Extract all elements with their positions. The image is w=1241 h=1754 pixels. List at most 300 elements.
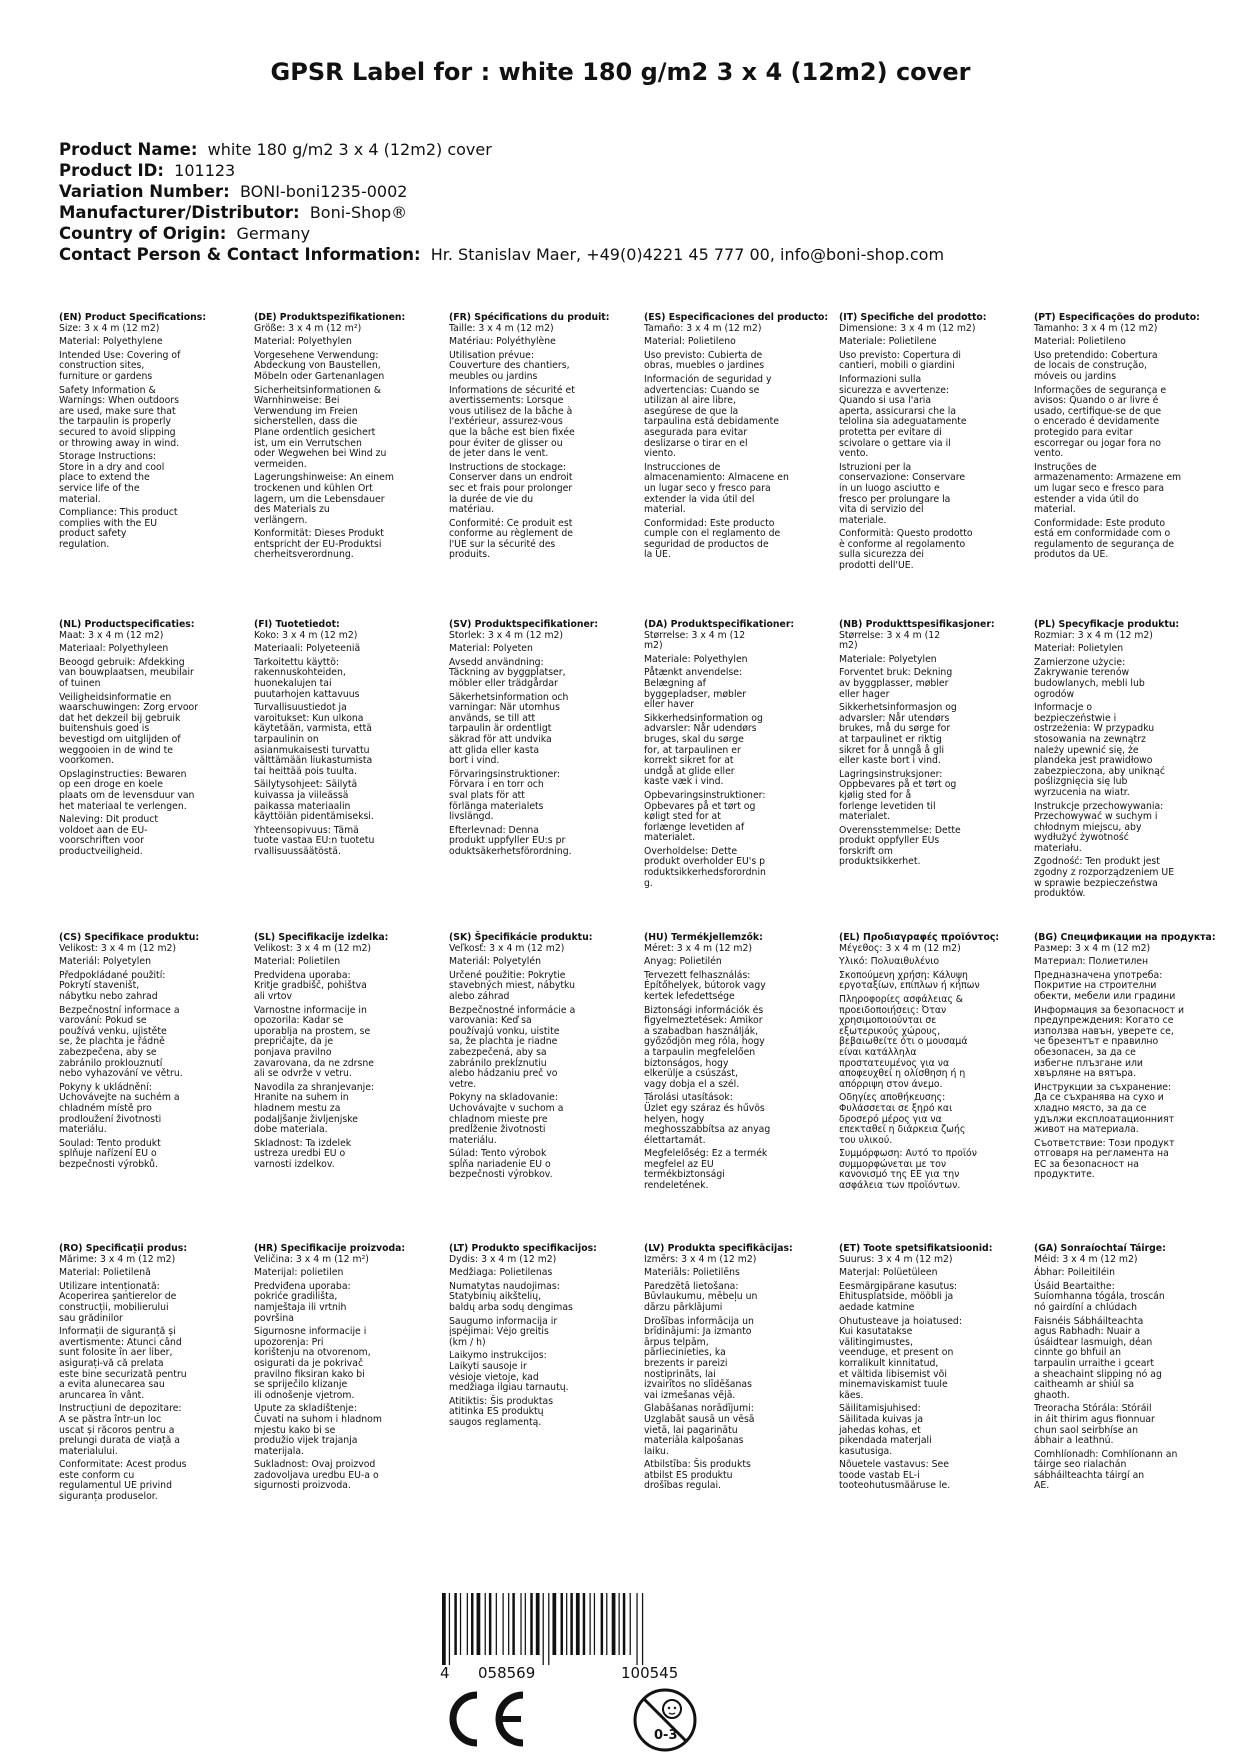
spec-line: entspricht der EU-Produktsi (254, 538, 382, 550)
spec-line: vermeiden. (254, 458, 307, 470)
spec-line: biztonságos, hogy (644, 1057, 729, 1069)
spec-line: Eesmärgipärane kasutus: (839, 1280, 958, 1292)
spec-line: Opbevares på et tørt og (644, 800, 756, 812)
spec-line: lagern, um die Lebensdauer (254, 493, 385, 505)
spec-line: należy upewnić się, że (1034, 744, 1139, 756)
spec-line: Izmērs: 3 x 4 m (12 m2) (644, 1253, 757, 1265)
info-key: Product Name: (59, 140, 198, 159)
spec-line: Förvaringsinstruktioner: (449, 768, 561, 780)
spec-line: construction sites, (59, 360, 145, 372)
spec-line: product safety (59, 528, 127, 540)
spec-line: είναι κατάλληλα (839, 1046, 917, 1058)
spec-line: productveiligheid. (59, 845, 143, 857)
spec-block (449, 620, 637, 857)
spec-line: zabezpečena, aby se (59, 1046, 157, 1058)
spec-line: prepričajte, da je (254, 1036, 334, 1048)
spec-line: materiálu. (59, 1124, 107, 1136)
spec-line: sulla sicurezza dei (839, 549, 924, 561)
spec-heading: (ET) Toote spetsifikatsioonid: (839, 1243, 993, 1254)
spec-line: køligt sted for at (644, 811, 721, 823)
spec-line: Suíomhanna tógála, troscán (1034, 1291, 1165, 1303)
spec-line: vento. (1034, 448, 1064, 460)
spec-line: απόρριψη στον άνεμο. (839, 1078, 943, 1090)
spec-line: Material: Polietilen (254, 956, 341, 968)
spec-heading: (ES) Especificaciones del producto: (644, 312, 829, 323)
info-row (59, 223, 944, 244)
spec-line: Kui kasutatakse (839, 1326, 913, 1338)
spec-line: kuivassa ja viileässä (254, 789, 349, 801)
spec-line: budowlanych, mebli lub (1034, 677, 1145, 689)
spec-heading: (NL) Productspecificaties: (59, 619, 195, 630)
spec-line: Uzglabāt sausā un vēsā (644, 1413, 755, 1425)
spec-line: de locais de construção, (1034, 360, 1147, 372)
spec-line: Konformität: Dieses Produkt (254, 528, 384, 540)
spec-line: dat het dekzeil bij gebruik (59, 712, 181, 724)
spec-heading: (CS) Specifikace produktu: (59, 932, 200, 943)
spec-line: trockenen und kühlen Ort (254, 482, 373, 494)
spec-line: Bezpečnostní informace a (59, 1004, 180, 1016)
spec-line: sicherstellen, dass die (254, 416, 358, 428)
spec-line: bezpečnosti výrobků. (59, 1158, 158, 1170)
spec-line: Plane ordentlich gesichert (254, 426, 376, 438)
spec-line: Drošības informācija un (644, 1315, 754, 1327)
spec-line: Instrucciones de (644, 461, 721, 473)
spec-block (1034, 933, 1222, 1181)
spec-line: Veličina: 3 x 4 m (12 m²) (254, 1253, 369, 1265)
spec-line: produkt oppfyller EUs (839, 835, 940, 847)
spec-line: Upute za skladištenje: (254, 1403, 357, 1415)
spec-line: säkrad för att undvika (449, 733, 552, 745)
barcode-bar (590, 1593, 591, 1655)
spec-line: se, že plachta je řádně (59, 1036, 165, 1048)
spec-line: está em conformidade com o (1034, 528, 1171, 540)
barcode-bar (449, 1593, 450, 1665)
spec-line: че брезентът е правилно (1034, 1036, 1159, 1048)
spec-line: Pokyny k ukládnění: (59, 1081, 152, 1093)
spec-line: oduktsäkerhetsförordning. (449, 845, 572, 857)
spec-line: sábháilteachta táirgí an (1034, 1469, 1145, 1481)
spec-line: bezpečnosti výrobkov. (449, 1169, 553, 1181)
spec-block (839, 1244, 1027, 1492)
spec-line: Uchovávajte v suchom a (449, 1102, 564, 1114)
spec-line: stosowania na zewnątrz (1034, 733, 1146, 745)
spec-line: Építőhelyek, bútorok vagy (644, 980, 766, 992)
spec-line: termékbiztonsági (644, 1169, 725, 1181)
spec-heading: (SV) Produktspecifikationer: (449, 619, 599, 630)
barcode-bar (536, 1593, 540, 1655)
spec-line: telolina sia adeguatamente (839, 416, 967, 428)
spec-line: βεβαιωθείτε ότι ο μουσαμά (839, 1036, 968, 1048)
spec-block (59, 933, 247, 1170)
spec-line: предупреждения: Когато се (1034, 1015, 1174, 1027)
spec-line: εργοταξίων, επίπλων ή κήπων (839, 980, 980, 992)
spec-line: elkerülje a csúszást, (644, 1068, 738, 1080)
spec-line: κανονισμό της ΕΕ για την (839, 1169, 960, 1181)
spec-line: Informacje o (1034, 702, 1093, 714)
spec-line: Beoogd gebruik: Afdekking (59, 656, 185, 668)
spec-line: Lagerungshinweise: An einem (254, 472, 394, 484)
spec-line: produktsikkerhet. (839, 856, 921, 868)
spec-line: Instructions de stockage: (449, 461, 567, 473)
label-title: GPSR Label for : white 180 g/m2 3 x 4 (12m2) cover (270, 58, 971, 86)
barcode-bar (520, 1593, 521, 1655)
spec-line: Φυλάσσεται σε ξηρό και (839, 1102, 953, 1114)
spec-line: predĺženie životnosti (449, 1124, 546, 1136)
spec-line: Utilizare intenționată: (59, 1280, 160, 1292)
spec-line: wyrzucenia na wiatr. (1034, 786, 1130, 798)
spec-line: este conform cu (59, 1469, 135, 1481)
spec-line: Mărime: 3 x 4 m (12 m2) (59, 1253, 176, 1265)
spec-line: osigurati da je pokrivač (254, 1357, 364, 1369)
spec-line: sigurnosti proizvoda. (254, 1480, 351, 1492)
spec-line: ist, um ein Verrutschen (254, 437, 362, 449)
spec-heading: (LV) Produkta specifikācijas: (644, 1243, 793, 1254)
spec-line: Couverture des chantiers, (449, 360, 570, 372)
spec-line: et vältida libisemist või (839, 1368, 947, 1380)
spec-line: Uso pretendido: Cobertura (1034, 349, 1158, 361)
spec-line: Treoracha Stórála: Stóráil (1034, 1403, 1152, 1415)
spec-line: bevestigd om uitglijden of (59, 733, 181, 745)
spec-line: Būvlaukumu, mēbeļu un (644, 1291, 758, 1303)
spec-line: izvairītos no slīdēšanas (644, 1379, 752, 1391)
spec-line: vai izmešanas vējā. (644, 1389, 736, 1401)
spec-line: complies with the EU (59, 517, 158, 529)
spec-line: Säkerhetsinformation och (449, 691, 569, 703)
spec-line: Opslaginstructies: Bewaren (59, 768, 187, 780)
spec-line: Abdeckung von Baustellen, (254, 360, 381, 372)
spec-line: zgodny z rozporządzeniem UE (1034, 867, 1175, 879)
spec-line: bezpieczeństwie i (1034, 712, 1117, 724)
spec-line: siguranța produselor. (59, 1491, 158, 1503)
spec-line: Størrelse: 3 x 4 m (12 (839, 629, 941, 641)
barcode-bar (561, 1593, 564, 1655)
spec-line: conservazione: Conservare (839, 472, 966, 484)
spec-line: m2) (839, 640, 858, 652)
spec-heading: (GA) Sonraíochtaí Táirge: (1034, 1243, 1166, 1254)
spec-line: eller kaste bort i vind. (839, 755, 941, 767)
spec-line: Velikost: 3 x 4 m (12 m2) (254, 942, 372, 954)
spec-line: varnosti izdelkov. (254, 1158, 335, 1170)
spec-line: Zamierzone użycie: (1034, 656, 1126, 668)
spec-line: хладно място, за да се (1034, 1102, 1147, 1114)
spec-line: förlänga materialets (449, 800, 544, 812)
spec-line: la durée de vie du (449, 493, 534, 505)
info-row (59, 181, 944, 202)
spec-line: Materiale: Polyetylen (839, 653, 937, 665)
spec-line: Súlad: Tento výrobok (449, 1148, 547, 1160)
spec-line: zabezpieczona, aby uniknąć (1034, 765, 1165, 777)
spec-line: paikassa materiaalin (254, 800, 351, 812)
spec-line: används, se till att (449, 712, 536, 724)
spec-line: regulamento de segurança de (1034, 538, 1175, 550)
spec-line: Conformitate: Acest produs (59, 1459, 187, 1471)
spec-line: atbilst ES produktu (644, 1469, 733, 1481)
spec-line: scivolare o gettare via il (839, 437, 951, 449)
spec-line: splňuje nařízení EU o (59, 1148, 157, 1160)
spec-line: tarpaulin urraithe i gceart (1034, 1357, 1154, 1369)
spec-line: ábhair a leathnú. (1034, 1435, 1114, 1447)
spec-line: a szabadban használják, (644, 1025, 759, 1037)
spec-line: Ehitusplatside, mööbli ja (839, 1291, 954, 1303)
spec-line: sa, že plachta je riadne (449, 1036, 558, 1048)
spec-line: kertek lefedettsége (644, 990, 735, 1002)
spec-line: Warnings: When outdoors (59, 395, 179, 407)
spec-line: Conformité: Ce produit est (449, 517, 573, 529)
spec-line: Möbeln oder Gartenanlagen (254, 370, 385, 382)
spec-line: Maat: 3 x 4 m (12 m2) (59, 629, 164, 641)
info-row (59, 202, 944, 223)
spec-line: se spriječilo klizanje (254, 1379, 348, 1391)
spec-line: caitheamh ar shiúl sa (1034, 1379, 1135, 1391)
spec-line: waarschuwingen: Zorg ervoor (59, 702, 199, 714)
spec-block (839, 933, 1027, 1192)
spec-line: Ohutusteave ja hoiatused: (839, 1315, 962, 1327)
barcode-bar (525, 1593, 526, 1655)
ce-mark-icon (449, 1689, 539, 1749)
spec-block (644, 933, 832, 1192)
spec-line: meghosszabbítsa az anyag (644, 1124, 771, 1136)
spec-line: hladnem mestu za (254, 1102, 341, 1114)
spec-line: de jeter dans le vent. (449, 448, 549, 460)
spec-line: Méid: 3 x 4 m (12 m2) (1034, 1253, 1138, 1265)
spec-line: construcții, mobilierului (59, 1301, 169, 1313)
spec-line: Atitiktis: Šis produktas (449, 1395, 554, 1407)
spec-line: drošības regulai. (644, 1480, 721, 1492)
spec-line: upozorenja: Pri (254, 1336, 324, 1348)
spec-line: Informações de segurança e (1034, 384, 1167, 396)
spec-line: zabránilo prekĺznutiu (449, 1057, 547, 1069)
spec-block (1034, 620, 1222, 900)
spec-line: Avsedd användning: (449, 656, 544, 668)
spec-line: Pokyny na skladovanie: (449, 1092, 559, 1104)
spec-line: Biztonsági információk és (644, 1004, 764, 1016)
spec-line: Storage Instructions: (59, 451, 157, 463)
spec-line: Navodila za shranjevanje: (254, 1081, 375, 1093)
spec-line: käytetään, varmista, että (254, 723, 372, 735)
not-for-children-0-3-icon (632, 1687, 698, 1753)
barcode-bar (442, 1593, 446, 1665)
spec-line: materiāla kalpošanas (644, 1435, 744, 1447)
spec-line: material. (644, 504, 686, 516)
info-value: 101123 (174, 161, 236, 180)
barcode-digits-right: 100545 (621, 1664, 679, 1682)
spec-line: huonekalujen tai (254, 677, 332, 689)
spec-block (254, 313, 442, 561)
spec-line: Koko: 3 x 4 m (12 m2) (254, 629, 358, 641)
spec-line: cumple con el reglamento de (644, 528, 781, 540)
spec-line: Material: Polyethylene (59, 336, 163, 348)
spec-line: byggepladser, møbler (644, 688, 747, 700)
spec-line: Informazioni sulla (839, 373, 922, 385)
info-value: Boni-Shop® (309, 203, 408, 222)
spec-line: Sigurnosne informacije i (254, 1326, 367, 1338)
spec-line: Skladnost: Ta izdelek (254, 1137, 352, 1149)
spec-line: bruges, skal du sørge (644, 733, 744, 745)
spec-line: agus Rabhadh: Nuair a (1034, 1326, 1141, 1338)
spec-line: Materiale: Polyethylen (644, 653, 748, 665)
spec-line: puutarhojen kattavuus (254, 688, 360, 700)
spec-line: Materiaali: Polyeteeniä (254, 643, 361, 655)
spec-line: chladném místě pro (59, 1102, 152, 1114)
spec-heading: (HU) Termékjellemzők: (644, 932, 763, 943)
barcode-bar (606, 1593, 607, 1655)
spec-line: estender a vida útil do (1034, 493, 1139, 505)
barcode-digits-left: 058569 (478, 1664, 536, 1682)
spec-line: Nõuetele vastavus: See (839, 1459, 949, 1471)
spec-line: asegurada para evitar (644, 426, 748, 438)
spec-line: buitenshuis goed is (59, 723, 150, 735)
spec-line: regulamentul UE privind (59, 1480, 172, 1492)
spec-line: Uso previsto: Cubierta de (644, 349, 763, 361)
spec-line: Statybinių aikštelių, (449, 1291, 542, 1303)
spec-line: matériau. (449, 504, 495, 516)
barcode-bar (636, 1593, 637, 1665)
spec-line: избегне плъзгане или (1034, 1057, 1143, 1069)
spec-block (449, 1244, 637, 1429)
spec-line: helyen, hogy (644, 1113, 705, 1125)
spec-line: Medžiaga: Polietilenas (449, 1267, 553, 1279)
barcode (440, 1593, 740, 1665)
spec-heading: (PL) Specyfikacje produktu: (1034, 619, 1180, 630)
spec-line: Informații de siguranță și (59, 1326, 176, 1338)
spec-line: almacenamiento: Almacene en (644, 472, 789, 484)
spec-line: dārzu pārklājumi (644, 1301, 723, 1313)
spec-line: Oppbevares på et tørt og (839, 779, 957, 791)
spec-line: in áit thirim agus fionnuar (1034, 1413, 1155, 1425)
spec-line: Πληροφορίες ασφάλειας & (839, 993, 964, 1005)
spec-line: Forventet bruk: Dekning (839, 667, 953, 679)
spec-heading: (EL) Προδιαγραφές προϊόντος: (839, 932, 1000, 943)
spec-line: Predviđena uporaba: (254, 1280, 351, 1292)
spec-line: nebo vyhazování ve větru. (59, 1068, 183, 1080)
spec-heading: (RO) Specificații produs: (59, 1243, 188, 1254)
spec-heading: (SL) Specifikacije izdelka: (254, 932, 389, 943)
spec-line: хвърляне на вятъра. (1034, 1068, 1137, 1080)
spec-line: service life of the (59, 482, 140, 494)
spec-line: ασφάλεια των προϊόντων. (839, 1180, 961, 1192)
spec-line: Información de seguridad y (644, 373, 772, 385)
spec-line: viento. (644, 448, 676, 460)
spec-line: győződjön meg róla, hogy (644, 1036, 765, 1048)
spec-line: käes. (839, 1389, 864, 1401)
spec-line: Veľkosť: 3 x 4 m (12 m2) (449, 942, 565, 954)
spec-line: отговаря на регламента на (1034, 1148, 1169, 1160)
spec-line: saugos reglamentą. (449, 1416, 542, 1428)
barcode-bar (548, 1593, 549, 1665)
spec-line: produžio vijek trajanja (254, 1435, 358, 1447)
barcode-bar (471, 1593, 474, 1655)
spec-line: tuote vastaa EU:n tuotetu (254, 835, 375, 847)
spec-line: l'UE sur la sécurité des (449, 538, 556, 550)
info-row (59, 244, 944, 265)
spec-line: površina (254, 1312, 294, 1324)
barcode-bar (454, 1593, 457, 1655)
spec-line: Pokrytí staveništ, (59, 980, 140, 992)
spec-line: Materiāls: Polietilēns (644, 1267, 740, 1279)
spec-line: produtos da UE. (1034, 549, 1109, 561)
spec-line: Istruzioni per la (839, 461, 912, 473)
info-value: Germany (236, 224, 311, 243)
spec-line: tarpaulinin on (254, 733, 319, 745)
barcode-bar (552, 1593, 556, 1655)
spec-line: Material: Polyeten (449, 643, 533, 655)
spec-line: Информация за безопасност и (1034, 1004, 1185, 1016)
spec-line: av byggplasser, møbler (839, 677, 949, 689)
spec-line: Instrucțiuni de depozitare: (59, 1403, 182, 1415)
spec-line: Store in a dry and cool (59, 461, 165, 473)
barcode-bar (489, 1593, 492, 1655)
spec-heading: (DA) Produktspecifikationer: (644, 619, 795, 630)
spec-line: Turvallisuustiedot ja (254, 702, 347, 714)
spec-line: plandeka jest prawidłowo (1034, 755, 1153, 767)
spec-line: (km / h) (449, 1336, 486, 1348)
spec-block (59, 1244, 247, 1503)
info-value: Hr. Stanislav Maer, +49(0)4221 45 777 00, info@boni-shop.com (430, 245, 945, 264)
info-value: BONI-boni1235-0002 (239, 182, 408, 201)
spec-heading: (LT) Produkto specifikacijos: (449, 1243, 597, 1254)
spec-line: pokriće gradilišta, (254, 1291, 338, 1303)
spec-line: varování: Pokud se (59, 1015, 147, 1027)
spec-line: laiku. (644, 1445, 669, 1457)
spec-line: forlenge levetiden til (839, 800, 936, 812)
barcode-bar (460, 1593, 461, 1655)
barcode-bar (503, 1593, 504, 1655)
spec-line: sau grădinilor (59, 1312, 123, 1324)
spec-line: живот на материала. (1034, 1124, 1139, 1136)
spec-line: extender la vida útil del (644, 493, 755, 505)
spec-line: rvallisuussäätöstä. (254, 845, 341, 857)
barcode-bar (467, 1593, 468, 1655)
spec-line: figyelmeztetések: Amikor (644, 1015, 763, 1027)
spec-line: обезопасен, за да се (1034, 1046, 1136, 1058)
spec-line: Uchovávejte na suchém a (59, 1092, 180, 1104)
spec-line: zabránilo proklouznutí (59, 1057, 163, 1069)
barcode-bar (496, 1593, 497, 1655)
spec-line: la UE. (644, 549, 671, 561)
spec-line: or throwing away in wind. (59, 437, 180, 449)
spec-line: alebo záhrad (449, 990, 510, 1002)
spec-line: Material: Polietilenă (59, 1267, 151, 1279)
spec-line: Suurus: 3 x 4 m (12 m2) (839, 1253, 953, 1265)
spec-line: ponjava pravilno (254, 1046, 332, 1058)
spec-line: o encerado é devidamente (1034, 416, 1160, 428)
spec-line: Kritje gradbišč, pohištva (254, 980, 367, 992)
spec-line: in un luogo asciutto e (839, 482, 940, 494)
spec-line: Materijal: polietilen (254, 1267, 344, 1279)
spec-line: Glabāšanas norādījumi: (644, 1403, 754, 1415)
spec-line: välitingimustes, (839, 1336, 913, 1348)
spec-line: Size: 3 x 4 m (12 m2) (59, 322, 160, 334)
spec-line: Safety Information & (59, 384, 156, 396)
spec-line: įspėjimai: Vėjo greitis (449, 1326, 549, 1338)
barcode-bar (570, 1593, 573, 1655)
spec-block (1034, 313, 1222, 561)
spec-line: produkt overholder EU's p (644, 856, 766, 868)
spec-line: atitinka ES produktų (449, 1406, 544, 1418)
spec-line: zavarovana, da ne zdrsne (254, 1057, 374, 1069)
spec-line: Varnostne informacije in (254, 1004, 367, 1016)
spec-line: Material: Polietileno (644, 336, 736, 348)
info-row (59, 139, 944, 160)
spec-line: Да се съхранява на сухо и (1034, 1092, 1164, 1104)
spec-line: Tarkoitettu käyttö: (254, 656, 340, 668)
spec-line: Saugumo informacija ir (449, 1315, 558, 1327)
spec-line: advertencias: Cuando se (644, 384, 760, 396)
spec-line: Conformidad: Este producto (644, 517, 775, 529)
spec-line: bort i vind. (449, 755, 500, 767)
spec-line: eller hager (839, 688, 890, 700)
spec-line: προστατευμένος για να (839, 1057, 950, 1069)
